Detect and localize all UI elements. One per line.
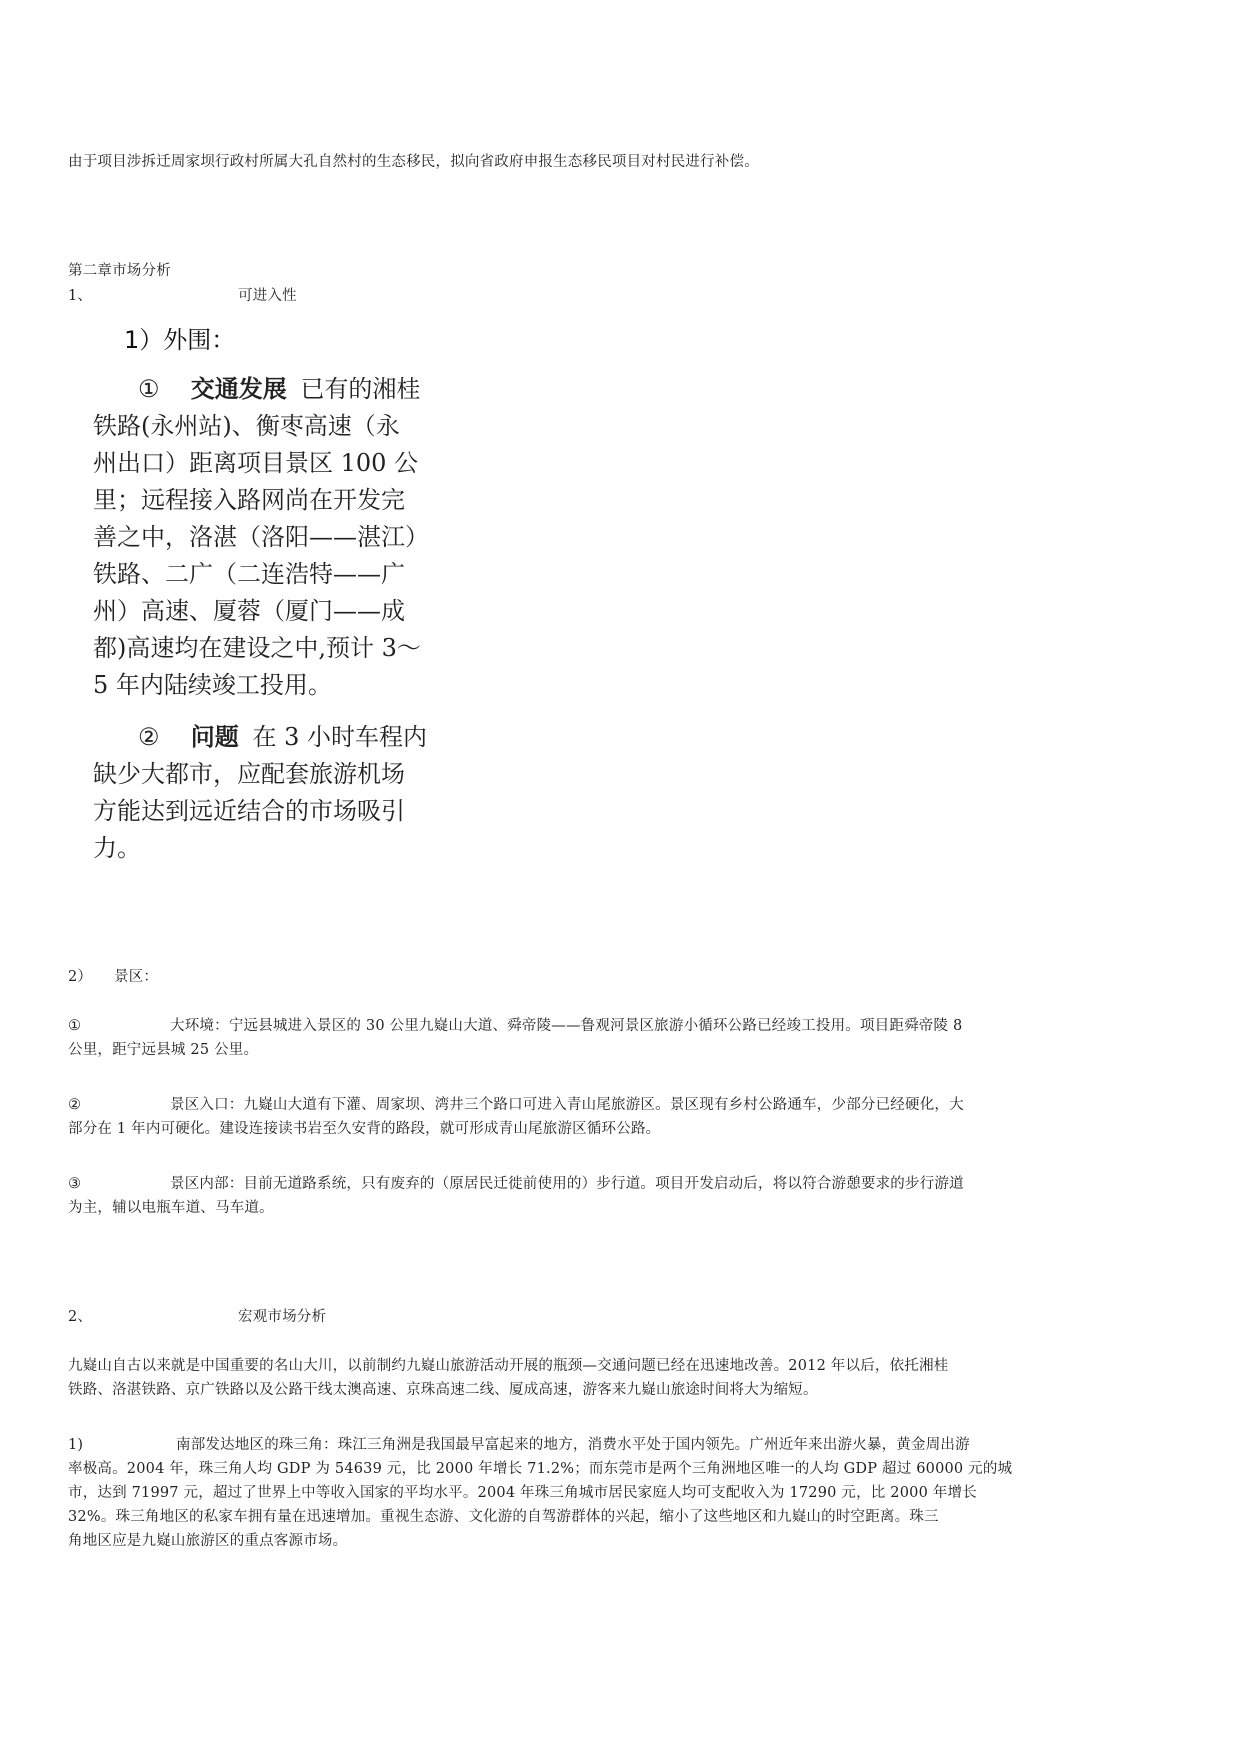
scenic-item-1-line-2: 公里，距宁远县城 25 公里。 xyxy=(68,1042,259,1058)
problem-line-0 xyxy=(93,719,438,756)
prd-marker: 1) xyxy=(68,1437,84,1453)
problem-label: 问题 xyxy=(190,723,239,751)
prd-paragraph xyxy=(68,1433,1176,1553)
prd-line-1 xyxy=(68,1433,1176,1457)
macro-paragraph xyxy=(68,1354,1176,1402)
scenic-item-1-text-1: 宁远县城进入景区的 30 公里九嶷山大道、舜帝陵——鲁观河景区旅游小循环公路已经竣工投用。项目距舜帝陵 8 xyxy=(228,1018,963,1034)
prd-line-5: 角地区应是九嶷山旅游区的重点客源市场。 xyxy=(68,1533,348,1549)
scenic-item-1 xyxy=(68,1014,1176,1062)
prd-line-4: 32%。珠三角地区的私家车拥有量在迅速增加。重视生态游、文化游的自驾游群体的兴起，缩小了这些地区和九嶷山的时空距离。珠三 xyxy=(68,1509,939,1525)
prd-label: 南部发达地区的珠三角： xyxy=(176,1437,338,1453)
section-1-heading xyxy=(68,284,297,308)
scenic-item-3-label: 景区内部： xyxy=(170,1176,244,1192)
prd-line-3: 市，达到 71997 元，超过了世界上中等收入国家的平均水平。2004 年珠三角城市居民家庭人均可支配收入为 17290 元，比 2000 年增长 xyxy=(68,1485,977,1501)
traffic-line-0 xyxy=(93,371,438,408)
scenic-item-3 xyxy=(68,1172,1176,1220)
traffic-label: 交通发展 xyxy=(190,375,287,403)
problem-block xyxy=(93,719,438,867)
scenic-item-2 xyxy=(68,1093,1176,1141)
chapter-title: 第二章市场分析 xyxy=(68,263,171,279)
intro-text: 由于项目涉拆迁周家坝行政村所属大孔自然村的生态移民，拟向省政府申报生态移民项目对村民进行补偿。 xyxy=(68,154,759,170)
sub-2-label: 景区： xyxy=(114,969,159,985)
macro-line-2: 铁路、洛湛铁路、京广铁路以及公路干线太澳高速、京珠高速二线、厦成高速，游客来九嶷山旅途时间将大为缩短。 xyxy=(68,1382,818,1398)
scenic-item-1-marker: ① xyxy=(68,1018,82,1034)
traffic-line-6: 州）高速、厦蓉（厦门——成 xyxy=(93,597,405,625)
sub-2-number: 2） xyxy=(68,969,93,985)
scenic-item-1-label: 大环境： xyxy=(170,1018,229,1034)
traffic-development-block xyxy=(93,371,438,704)
scenic-item-2-label: 景区入口： xyxy=(170,1097,244,1113)
problem-line-2: 方能达到远近结合的市场吸引 xyxy=(93,797,405,825)
scenic-item-3-line-2: 为主，辅以电瓶车道、马车道。 xyxy=(68,1200,274,1216)
scenic-item-1-line-1 xyxy=(68,1014,1176,1038)
problem-line-3: 力。 xyxy=(93,834,141,862)
section-2-heading xyxy=(68,1305,327,1329)
sub-1-heading: 1）外围： xyxy=(124,326,236,354)
traffic-line-4: 善之中，洛湛（洛阳——湛江） xyxy=(93,523,429,551)
traffic-line-7: 都)高速均在建设之中,预计 3～ xyxy=(93,634,421,662)
scenic-item-2-line-1 xyxy=(68,1093,1176,1117)
problem-text-0: 在 3 小时车程内 xyxy=(252,723,427,751)
problem-marker: ② xyxy=(138,723,160,751)
scenic-item-2-line-2: 部分在 1 年内可硬化。建设连接读书岩至久安背的路段，就可形成青山尾旅游区循环公路。 xyxy=(68,1121,661,1137)
scenic-item-2-marker: ② xyxy=(68,1097,82,1113)
section-2-title: 宏观市场分析 xyxy=(238,1309,327,1325)
prd-line-2: 率极高。2004 年，珠三角人均 GDP 为 54639 元，比 2000 年增长 71.2%；而东莞市是两个三角洲地区唯一的人均 GDP 超过 60000 元的城 xyxy=(68,1461,1013,1477)
problem-line-1: 缺少大都市，应配套旅游机场 xyxy=(93,760,405,788)
traffic-line-5: 铁路、二广（二连浩特——广 xyxy=(93,560,405,588)
traffic-line-8: 5 年内陆续竣工投用。 xyxy=(93,671,332,699)
section-2-number: 2、 xyxy=(68,1309,93,1325)
traffic-line-1: 铁路(永州站)、衡枣高速（永 xyxy=(93,412,400,440)
section-1-number: 1、 xyxy=(68,288,93,304)
scenic-item-2-text-1: 九嶷山大道有下灌、周家坝、湾井三个路口可进入青山尾旅游区。景区现有乡村公路通车，少部分已经硬化，大 xyxy=(243,1097,964,1113)
traffic-line-2: 州出口）距离项目景区 100 公 xyxy=(93,449,419,477)
macro-line-1: 九嶷山自古以来就是中国重要的名山大川，以前制约九嶷山旅游活动开展的瓶颈—交通问题已经在迅速地改善。2012 年以后，依托湘桂 xyxy=(68,1358,949,1374)
traffic-marker: ① xyxy=(138,375,160,403)
section-1-title: 可进入性 xyxy=(238,288,297,304)
prd-text-1: 珠江三角洲是我国最早富起来的地方，消费水平处于国内领先。广州近年来出游火暴，黄金周出游 xyxy=(337,1437,970,1453)
sub-2-heading xyxy=(68,965,159,989)
scenic-item-3-text-1: 目前无道路系统，只有废弃的（原居民迁徙前使用的）步行道。项目开发启动后，将以符合游憩要求的步行游道 xyxy=(243,1176,964,1192)
scenic-item-3-marker: ③ xyxy=(68,1176,82,1192)
traffic-line-3: 里；远程接入路网尚在开发完 xyxy=(93,486,405,514)
traffic-text-0: 已有的湘桂 xyxy=(300,375,421,403)
scenic-item-3-line-1 xyxy=(68,1172,1176,1196)
